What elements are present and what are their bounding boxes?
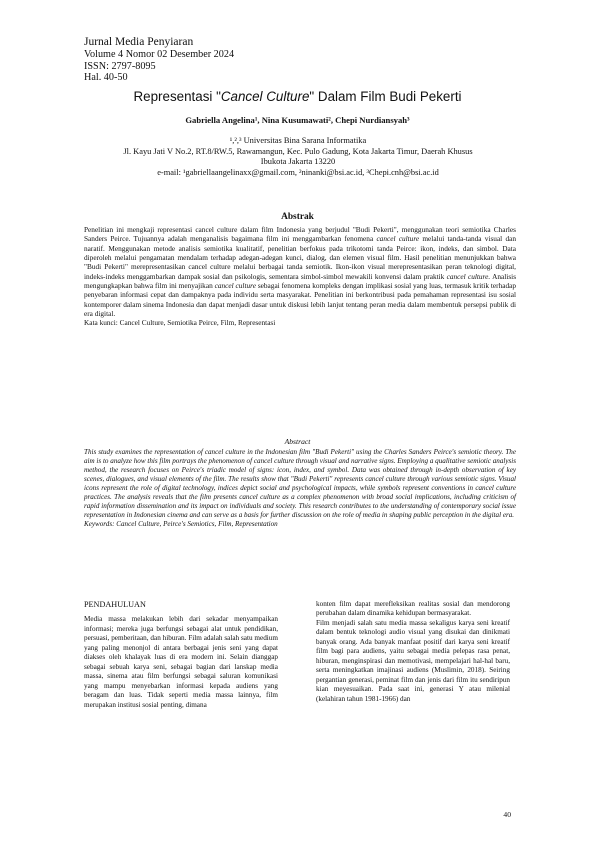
title-part: Representasi "	[133, 89, 221, 104]
university: ¹,²,³ Universitas Bina Sarana Informatika	[229, 136, 367, 145]
title-part: " Dalam Film Budi Pekerti	[309, 89, 462, 104]
title-italic: Cancel Culture	[220, 89, 310, 104]
journal-issn: ISSN: 2797-8095	[84, 60, 156, 72]
body-column-left	[84, 600, 278, 710]
body-paragraph: Media massa melakukan lebih dari sekadar menyampaikan informasi; mereka juga berfungsi sebagai alat untuk pendidikan, persuasi, pemberitaan, dan hiburan. Film adalah salah satu medium yang paling menonjol di antara berbagai jenis seni yang dapat diakses oleh khalayak luas di era modern ini. Selain dianggap sebagai sebuah karya seni, sebagai bagian dari lanskap media massa, sinema atau film berfungsi sebagai saluran komunikasi yang mampu menyebarkan informasi kepada audiens yang beragam dan luas. Tidak seperti media massa lainnya, film merupakan institusi sosial penting, dimana	[84, 615, 278, 709]
keywords: Keywords: Cancel Culture, Peirce's Semiotics, Film, Representation	[84, 520, 278, 529]
body-paragraph: konten film dapat merefleksikan realitas sosial dan mendorong perubahan dalam dinamika kehidupan bermasyarakat.	[316, 600, 510, 618]
abstrak-heading: Abstrak	[281, 212, 314, 222]
journal-header	[84, 36, 234, 84]
author-list: Gabriella Angelina¹, Nina Kusumawati², Chepi Nurdiansyah³	[185, 115, 410, 125]
email-line: e-mail: ¹gabriellaangelinaxx@gmail.com, ²ninanki@bsi.ac.id, ³Chepi.cnh@bsi.ac.id	[157, 167, 439, 177]
page-number: 40	[503, 810, 511, 819]
body-paragraph: Film menjadi salah satu media massa sekaligus karya seni kreatif dalam bentuk teknologi audio visual yang disukai dan dinikmati banyak orang. Ada banyak manfaat positif dari karya seni kreatif film bagi para audiens, yaitu sebagai media pelepas rasa penat, hiburan, menginspirasi dan memotivasi, mempelajari hal-hal baru, serta meningkatkan imajinasi audiens (Muslimin, 2018). Seiring pergantian generasi, peminat film dan jenis dari film itu sendiripun kian meyesuaikan. Pada saat ini, generasi Y atau milenial (kelahiran tahun 1981-1966) dan	[316, 618, 510, 703]
abstrak-italic: cancel culture	[214, 281, 256, 291]
affiliation-block	[78, 136, 518, 178]
abstract-body	[84, 448, 516, 529]
section-heading: PENDAHULUAN	[84, 600, 146, 609]
abstrak-text: Analisis mengungkapkan bahwa film ini menyajikan	[84, 271, 517, 291]
abstrak-text: melalui tanda-tanda visual dan naratif. Menggunakan metode analisis semiotika kualitatif, penelitian berfokus pada trikotomi tanda Peirce: ikon, indeks, dan simbol. Data diperoleh melalui pengamatan mendalam terhadap adegan-adegan kunci, dialog, dan elemen visual film. Hasil penelitian menunjukkan bahwa "Budi Pekerti" merepresentasikan cancel culture melalui berbagai tanda semiotik. Ikon-ikon visual merepresentasikan peran teknologi digital, indeks-indeks menggambarkan dampak sosial dan psikologis, sementara simbol-simbol mewakili konvensi dalam praktik	[84, 234, 516, 281]
abstrak-text: sebagai fenomena kompleks dengan implikasi sosial yang luas, termasuk kritik terhadap penyebaran informasi cepat dan dampaknya pada individu serta masyarakat. Penelitian ini berkontribusi pada pemahaman representasi isu sosial kontemporer dalam sinema Indonesia dan dapat menjadi dasar untuk diskusi lebih lanjut tentang peran media dalam membentuk persepsi publik di era digital.	[84, 281, 516, 319]
abstract-text: This study examines the representation of cancel culture in the Indonesian film "Budi Pekerti" using the Charles Sanders Peirce's semiotic theory. The aim is to analyze how this film portrays the phenomenon of cancel culture through visual and narrative signs. Employing a qualitative semiotic analysis method, the research focuses on Peirce's triadic model of signs: icon, index, and symbol. Data was obtained through in-depth observation of key scenes, dialogues, and visual elements of the film. The results show that "Budi Pekerti" represents cancel culture through various semiotic signs. Visual icons represent the role of digital technology, indices depict social and psychological impacts, while symbols represent conventions in cancel culture practices. The analysis reveals that the film presents cancel culture as a complex phenomenon with broad social implications, including criticism of rapid information dissemination and its impact on individuals and society. This research contributes to the understanding of contemporary social issue representation in Indonesian cinema and can serve as a basis for further discussion on the role of media in shaping public perception in the digital era.	[84, 448, 516, 520]
abstrak-italic: cancel culture	[376, 234, 420, 244]
abstrak-text: Penelitian ini mengkaji representasi cancel culture dalam film Indonesia yang berjudul "Budi Pekerti", menggunakan teori semiotika Charles Sanders Peirce. Tujuannya adalah menganalisis bagaimana film ini menggambarkan fenomena	[84, 225, 516, 244]
journal-volume: Volume 4 Nomor 02 Desember 2024	[84, 49, 235, 60]
journal-pages: Hal. 40-50	[84, 72, 128, 84]
address-line: Jl. Kayu Jati V No.2, RT.8/RW.5, Rawamangun, Kec. Pulo Gadung, Kota Jakarta Timur, Daerah Khusus	[123, 146, 473, 156]
abstrak-italic: cancel culture.	[446, 271, 491, 281]
kata-kunci: Kata kunci: Cancel Culture, Semiotika Peirce, Film, Representasi	[84, 318, 276, 328]
address-line: Ibukota Jakarta 13220	[260, 157, 336, 167]
body-column-right	[316, 600, 510, 704]
abstract-heading: Abstract	[284, 437, 311, 446]
abstrak-body	[84, 225, 516, 328]
paper-title	[60, 89, 535, 104]
journal-name: Jurnal Media Penyiaran	[84, 36, 194, 48]
